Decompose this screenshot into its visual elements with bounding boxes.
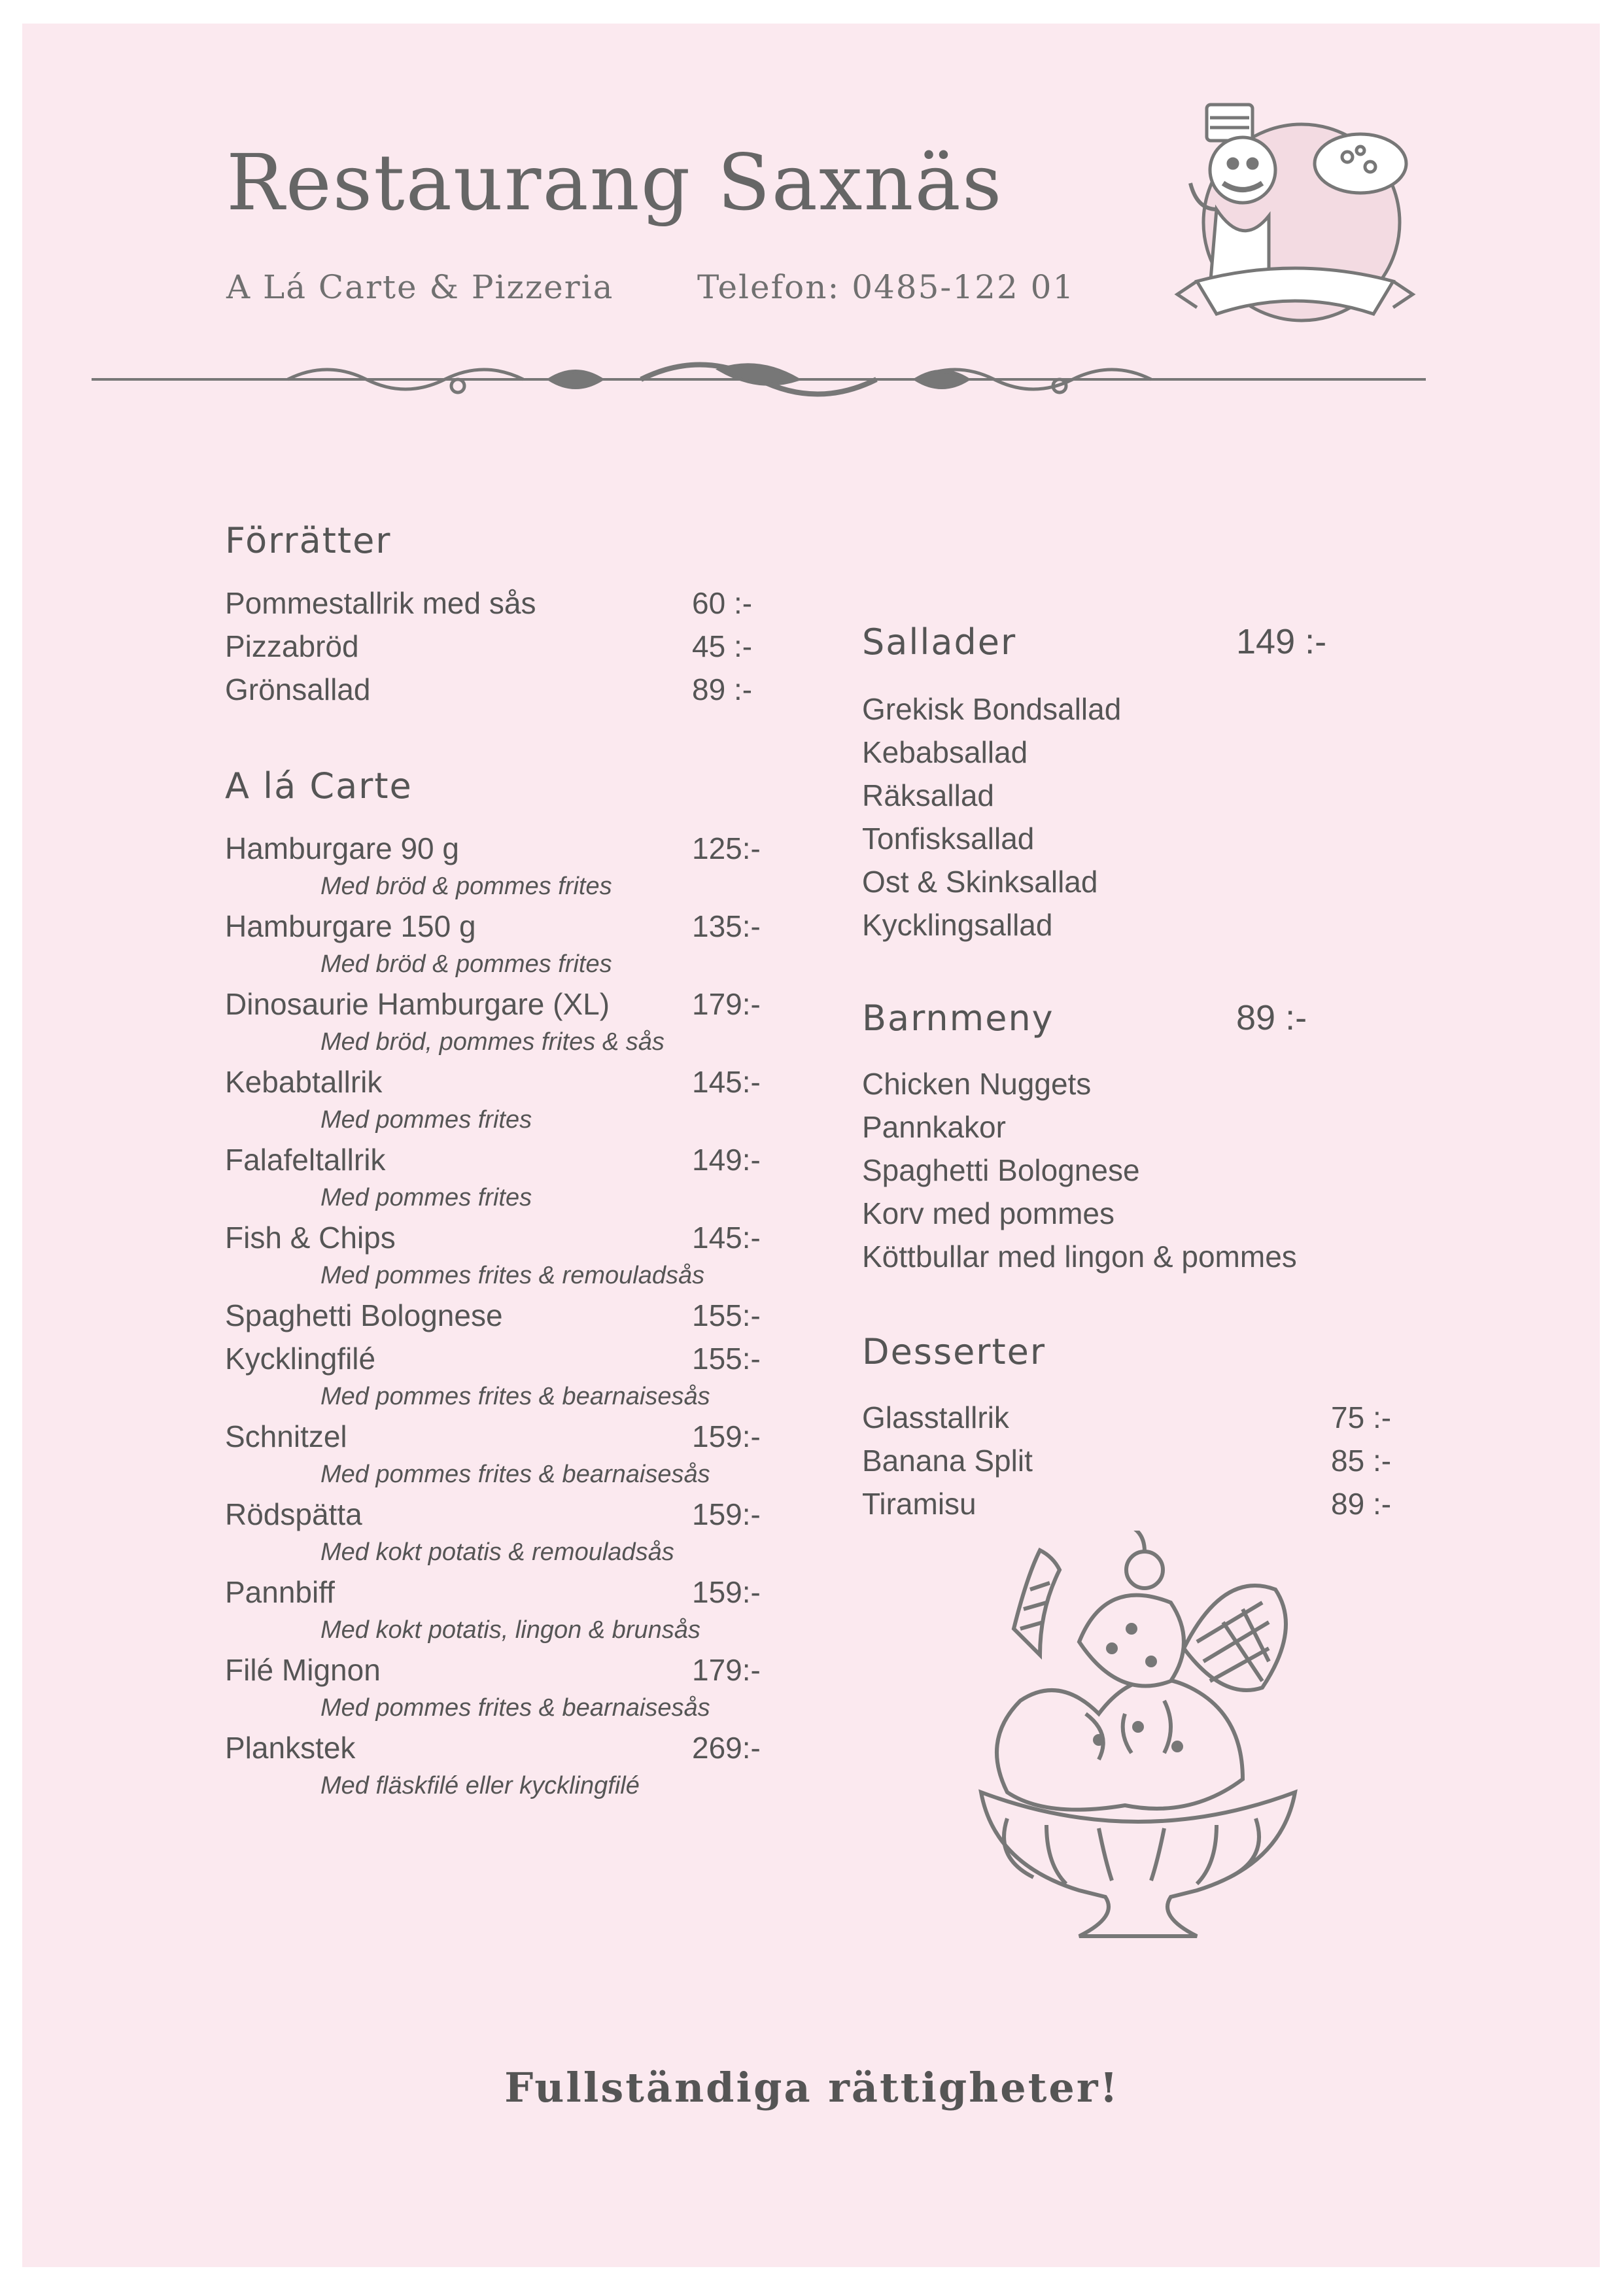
chef-with-pizza-logo [1171,92,1419,353]
sallader-price: 149 :- [1236,622,1327,661]
menu-item-name: Filé Mignon [225,1653,381,1687]
ornamental-divider [92,353,1426,406]
menu-item-name: Kebabtallrik [225,1065,383,1099]
menu-item-name: Grönsallad [225,672,371,706]
footer-slogan: Fullständiga rättigheter! [504,2064,1120,2111]
ice-cream-sundae-illustration [968,1531,1308,1949]
menu-item-name: Tonfisksallad [862,822,1035,856]
menu-item-name: Köttbullar med lingon & pommes [862,1240,1297,1274]
menu-item-name: Pizzabröd [225,629,359,663]
alacarte-title: A lá Carte [225,765,413,807]
menu-item-name: Kycklingfilé [225,1342,376,1376]
menu-item-note: Med fläskfilé eller kycklingfilé [320,1772,640,1799]
restaurant-subtitle [226,268,1075,306]
menu-item-price: 179:- [692,987,761,1021]
menu-item-price: 45 :- [692,629,753,663]
menu-item-note: Med pommes frites & bearnaisesås [320,1383,710,1410]
menu-item-price: 60 :- [692,586,753,620]
menu-item-name: Räksallad [862,778,994,812]
menu-item-name: Dinosaurie Hamburgare (XL) [225,987,610,1021]
menu-item-name: Chicken Nuggets [862,1067,1092,1101]
menu-item-price: 159:- [692,1419,761,1453]
menu-item-price: 145:- [692,1221,761,1255]
menu-item-name: Spaghetti Bolognese [862,1153,1140,1187]
menu-item-name: Ost & Skinksallad [862,865,1098,899]
menu-item-note: Med bröd & pommes frites [320,873,612,900]
menu-item-name: Pommestallrik med sås [225,586,536,620]
menu-item-name: Glasstallrik [862,1400,1009,1434]
phone-number: Telefon: 0485-122 01 [697,268,1075,306]
menu-item-note: Med pommes frites [320,1106,532,1134]
menu-item-name: Grekisk Bondsallad [862,692,1122,726]
menu-item-price: 89 :- [1331,1487,1392,1521]
menu-item-name: Kycklingsallad [862,908,1053,942]
menu-item-note: Med kokt potatis & remouladsås [320,1538,674,1566]
forratter-title: Förrätter [225,520,392,561]
restaurant-title: Restaurang Saxnäs [226,137,1003,228]
menu-item-name: Rödspätta [225,1497,362,1531]
menu-item-name: Banana Split [862,1444,1033,1478]
menu-item-price: 89 :- [692,672,753,706]
sallader-title: Sallader [862,621,1017,663]
menu-item-price: 145:- [692,1065,761,1099]
menu-item-name: Tiramisu [862,1487,976,1521]
menu-item-name: Pannbiff [225,1575,335,1609]
menu-item-name: Pannkakor [862,1110,1006,1144]
menu-item-price: 155:- [692,1298,761,1332]
menu-item-name: Fish & Chips [225,1221,396,1255]
menu-item-note: Med pommes frites & remouladsås [320,1262,705,1289]
menu-item-price: 149:- [692,1143,761,1177]
menu-item-name: Schnitzel [225,1419,347,1453]
menu-item-name: Spaghetti Bolognese [225,1298,503,1332]
menu-item-price: 75 :- [1331,1400,1392,1434]
menu-item-price: 269:- [692,1731,761,1765]
menu-item-note: Med bröd & pommes frites [320,950,612,978]
menu-item-price: 159:- [692,1575,761,1609]
menu-item-note: Med pommes frites [320,1184,532,1211]
menu-item-name: Hamburgare 150 g [225,909,476,943]
menu-item-price: 159:- [692,1497,761,1531]
menu-item-price: 135:- [692,909,761,943]
menu-item-name: Plankstek [225,1731,356,1765]
menu-item-note: Med pommes frites & bearnaisesås [320,1694,710,1722]
menu-item-price: 179:- [692,1653,761,1687]
menu-item-price: 155:- [692,1342,761,1376]
menu-item-note: Med bröd, pommes frites & sås [320,1028,665,1056]
desserter-title: Desserter [862,1331,1046,1372]
menu-item-name: Korv med pommes [862,1196,1115,1230]
menu-item-name: Hamburgare 90 g [225,831,459,865]
barnmeny-title: Barnmeny [862,998,1054,1039]
menu-item-price: 85 :- [1331,1444,1392,1478]
menu-item-name: Kebabsallad [862,735,1028,769]
barnmeny-price: 89 :- [1236,998,1307,1037]
menu-item-name: Falafeltallrik [225,1143,386,1177]
subtitle-text: A Lá Carte & Pizzeria [226,268,614,306]
menu-item-note: Med pommes frites & bearnaisesås [320,1461,710,1488]
menu-item-note: Med kokt potatis, lingon & brunsås [320,1616,700,1644]
menu-item-price: 125:- [692,831,761,865]
